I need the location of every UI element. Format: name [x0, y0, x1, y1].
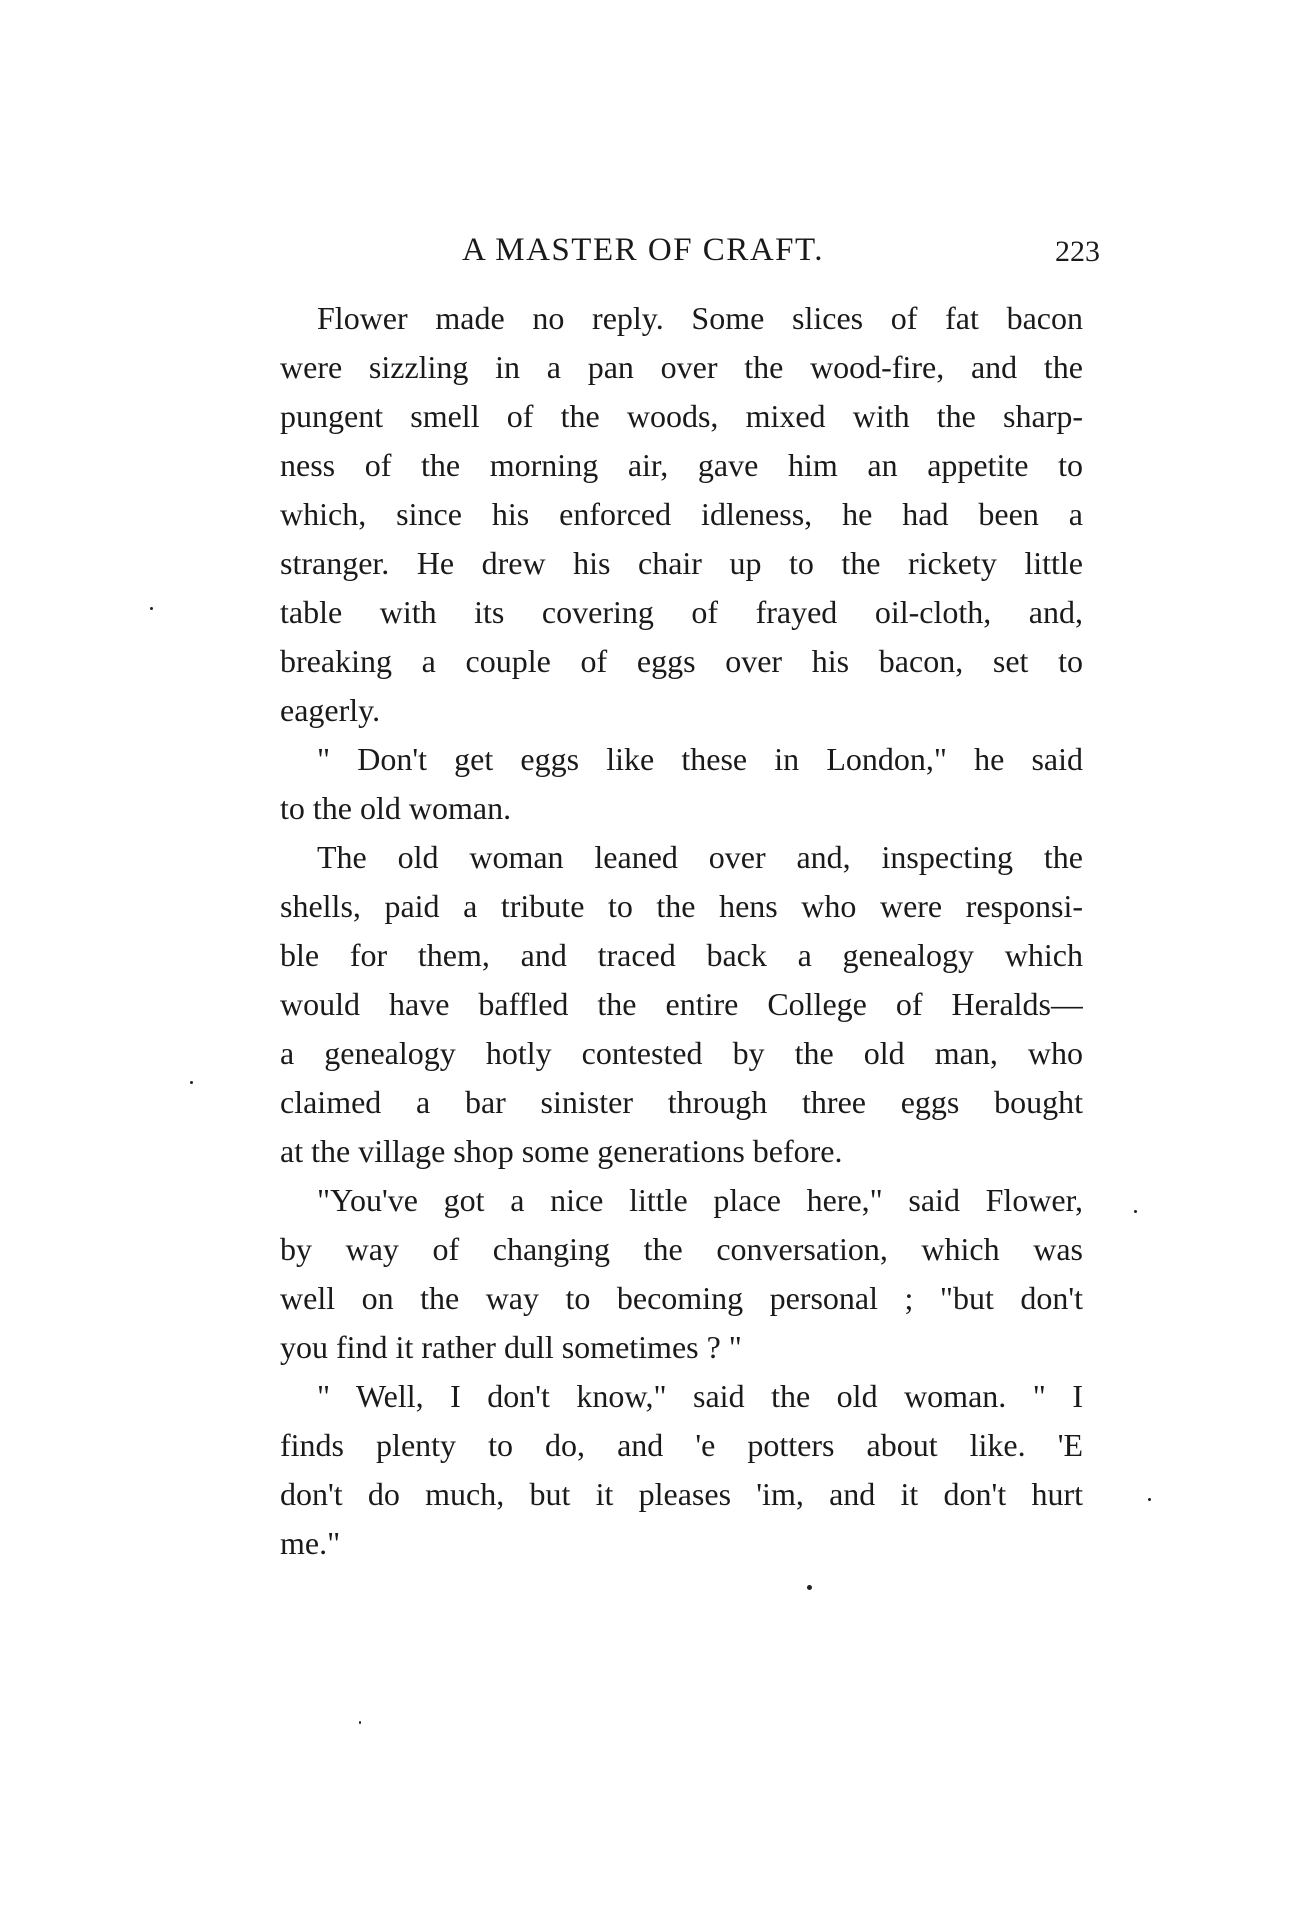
text-line: you find it rather dull sometimes ? " [280, 1329, 742, 1365]
text-line: breaking a couple of eggs over his bacon, set to [280, 643, 1083, 679]
text-line: Flower made no reply. Some slices of fat bacon [317, 300, 1083, 336]
text-line: ness of the morning air, gave him an appetite to [280, 447, 1083, 483]
text-line: eagerly. [280, 692, 381, 728]
scan-speck [150, 607, 153, 610]
running-head [462, 232, 1100, 272]
scan-speck [807, 1585, 812, 1590]
text-line: claimed a bar sinister through three eggs bought [280, 1084, 1083, 1120]
running-title: A MASTER OF CRAFT. [462, 232, 824, 268]
text-line: well on the way to becoming personal ; "but don't [280, 1280, 1083, 1316]
text-line: which, since his enforced idleness, he had been a [280, 496, 1083, 532]
text-line: don't do much, but it pleases 'im, and it don't hurt [280, 1476, 1083, 1512]
text-line: at the village shop some generations before. [280, 1133, 843, 1169]
scan-speck [1134, 1210, 1137, 1213]
text-line: "You've got a nice little place here," said Flower, [317, 1182, 1083, 1218]
text-line: a genealogy hotly contested by the old man, who [280, 1035, 1083, 1071]
text-line: would have baffled the entire College of Heralds— [280, 986, 1083, 1022]
text-line: " Don't get eggs like these in London," he said [317, 741, 1083, 777]
text-line: table with its covering of frayed oil-cloth, and, [280, 594, 1083, 630]
text-line: ble for them, and traced back a genealogy which [280, 937, 1083, 973]
body-text [280, 294, 1083, 1568]
text-line: shells, paid a tribute to the hens who were responsi- [280, 888, 1083, 924]
text-line: were sizzling in a pan over the wood-fire, and the [280, 349, 1083, 385]
text-line: pungent smell of the woods, mixed with the sharp- [280, 398, 1083, 434]
text-line: me." [280, 1525, 341, 1561]
text-line: The old woman leaned over and, inspecting the [317, 839, 1083, 875]
page-number: 223 [1055, 235, 1100, 268]
text-line: stranger. He drew his chair up to the rickety little [280, 545, 1083, 581]
text-line: finds plenty to do, and 'e potters about like. 'E [280, 1427, 1083, 1463]
text-line: " Well, I don't know," said the old woman. " I [317, 1378, 1083, 1414]
scan-speck [190, 1081, 193, 1084]
scan-speck [359, 1721, 361, 1724]
text-line: by way of changing the conversation, which was [280, 1231, 1083, 1267]
scan-speck [1148, 1498, 1151, 1501]
text-line: to the old woman. [280, 790, 512, 826]
